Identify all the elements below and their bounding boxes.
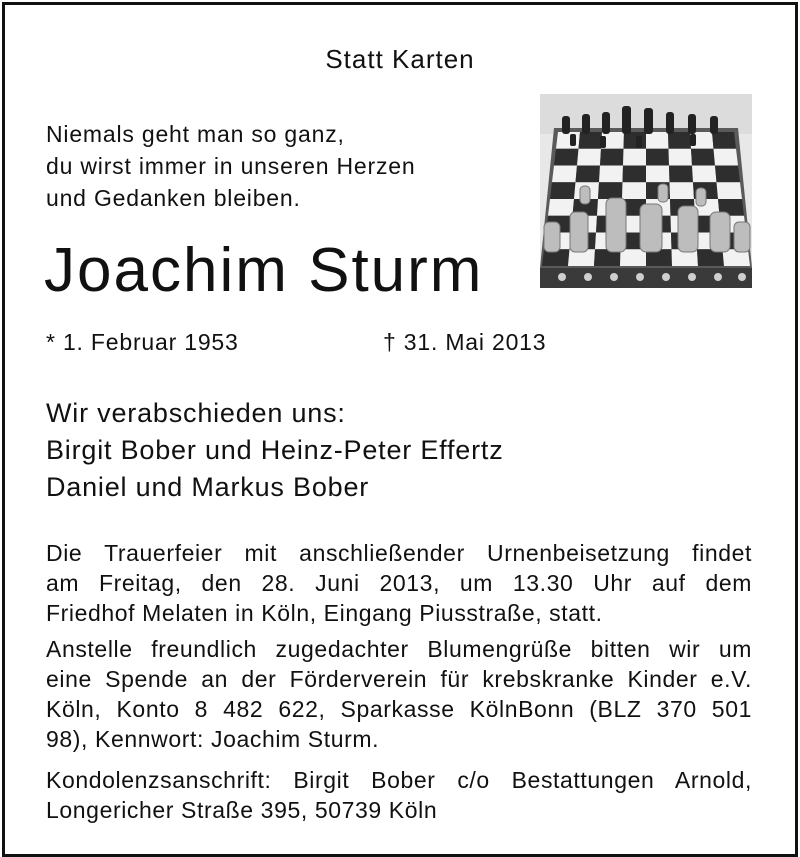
chess-square [668, 132, 691, 149]
condolence-paragraph [46, 765, 752, 825]
notice-header: Statt Karten [325, 44, 475, 74]
chess-square [550, 182, 576, 199]
ceremony-paragraph [46, 538, 752, 628]
motto-line: du wirst immer in unseren Herzen [46, 153, 416, 179]
chess-square [624, 132, 647, 149]
death-date: † 31. Mai 2013 [383, 329, 547, 355]
donation-paragraph [46, 634, 752, 754]
chess-square [579, 132, 603, 149]
mourner-line: Daniel und Markus Bober [46, 472, 370, 502]
chess-square [598, 182, 623, 199]
chess-square [622, 182, 646, 199]
chess-square [623, 149, 646, 166]
donation-line: eine Spende an der Förderverein für krebskranke Kinder e.V. [46, 666, 752, 692]
donation-line: Köln, Konto 8 482 622, Sparkasse KölnBonn (BLZ 370 501 [46, 696, 752, 722]
motto-line: und Gedanken bleiben. [46, 185, 301, 211]
ceremony-line: Friedhof Melaten in Köln, Eingang Piusstraße, statt. [46, 600, 603, 626]
motto-verse [46, 118, 415, 214]
deceased-name: Joachim Sturm [44, 236, 484, 305]
chess-square [669, 149, 693, 166]
chess-square [554, 149, 579, 166]
chess-square [691, 149, 715, 166]
chess-square [556, 132, 580, 149]
chess-square [623, 166, 647, 183]
chess-square [717, 182, 743, 199]
mourners-block [46, 395, 504, 506]
chess-square [646, 132, 669, 149]
chess-square [620, 249, 646, 266]
chess-square [548, 199, 574, 216]
chess-square [646, 166, 670, 183]
chess-square [692, 166, 717, 183]
birth-date: * 1. Februar 1953 [46, 329, 239, 355]
chess-square [599, 166, 623, 183]
donation-line: 98), Kennwort: Joachim Sturm. [46, 726, 380, 752]
motto-line: Niemals geht man so ganz, [46, 121, 345, 147]
chessboard-photo [540, 94, 752, 288]
chess-square [715, 166, 740, 183]
condolence-line: Longericher Straße 395, 50739 Köln [46, 797, 438, 823]
donation-line: Anstelle freundlich zugedachter Blumengrüße bitten wir um [46, 636, 752, 662]
ceremony-line: Die Trauerfeier mit anschließender Urnenbeisetzung findet [46, 540, 752, 566]
condolence-line: Kondolenzsanschrift: Birgit Bober c/o Bestattungen Arnold, [46, 767, 752, 793]
mourners-intro: Wir verabschieden uns: [46, 398, 346, 428]
chess-square [670, 182, 695, 199]
chess-square [577, 149, 601, 166]
chess-square [714, 149, 739, 166]
chess-square [552, 166, 577, 183]
chess-square [576, 166, 601, 183]
chess-square [669, 166, 693, 183]
mourner-line: Birgit Bober und Heinz-Peter Effertz [46, 435, 504, 465]
chess-square [712, 132, 736, 149]
ceremony-line: am Freitag, den 28. Juni 2013, um 13.30 Uhr auf dem [46, 570, 752, 596]
chess-square [646, 149, 669, 166]
chess-square [600, 149, 624, 166]
